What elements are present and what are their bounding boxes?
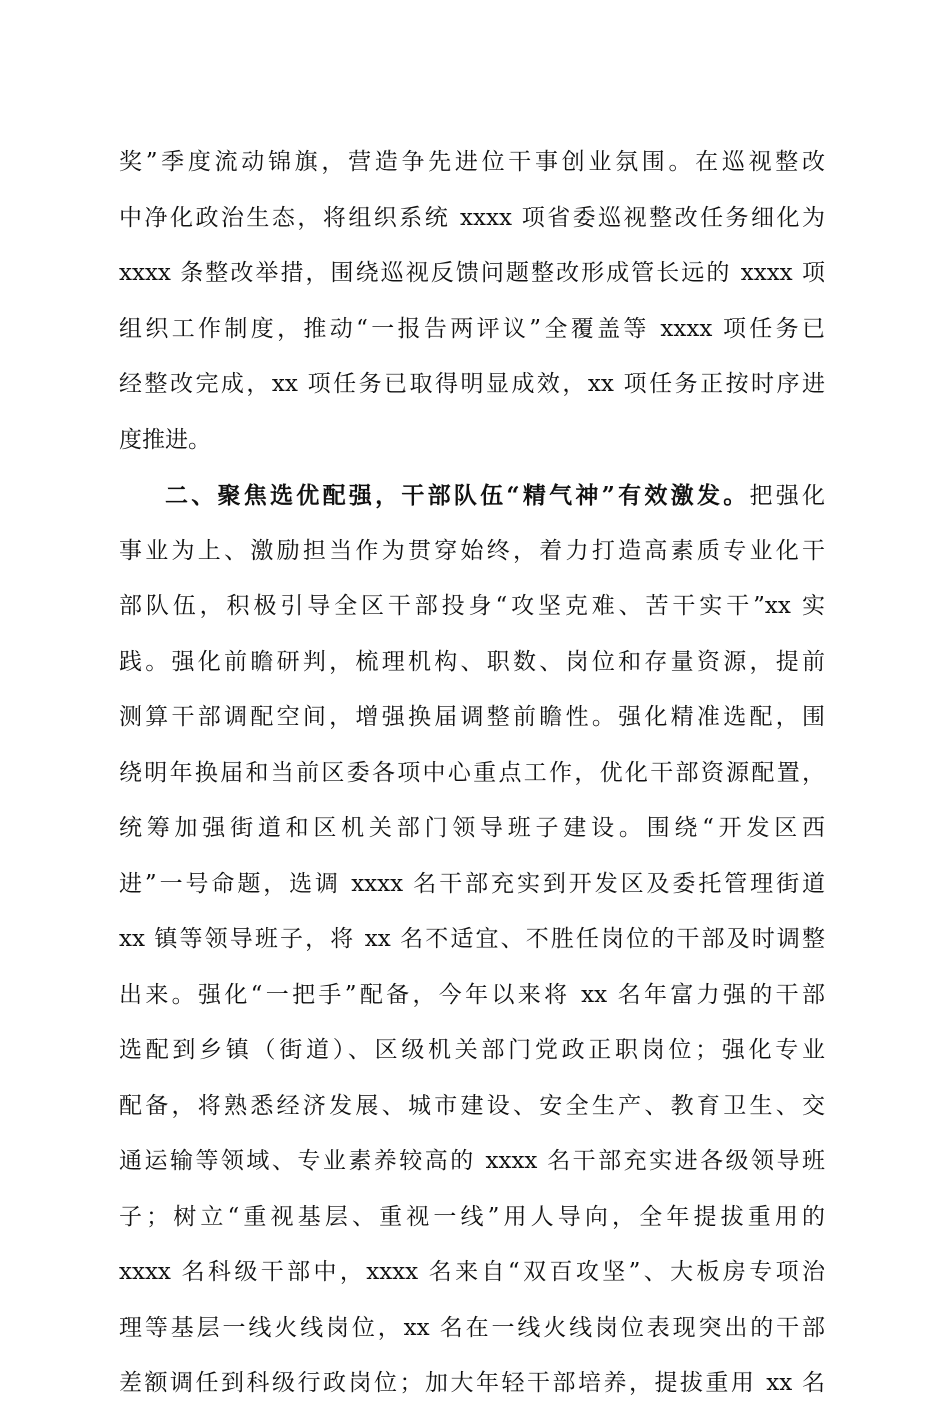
section-heading: 二、聚焦选优配强，干部队伍“精气神”有效激发。 [165,482,750,509]
paragraph-2-line: 部队伍，积极引导全区干部投身“攻坚克难、苦干实干”xx 实 [119,593,825,619]
paragraph-2-first-line [119,468,825,524]
paragraph-2-line: 差额调任到科级行政岗位；加大年轻干部培养，提拔重用 xx 名 [119,1370,825,1396]
paragraph-2-line: 事业为上、激励担当作为贯穿始终，着力打造高素质专业化干 [119,537,825,564]
paragraph-1-line: 组织工作制度，推动“一报告两评议”全覆盖等 xxxx 项任务已 [119,315,825,342]
paragraph-1-line: 中净化政治生态，将组织系统 xxxx 项省委巡视整改任务细化为 [119,204,825,231]
paragraph-1-line: 奖”季度流动锦旗，营造争先进位干事创业氛围。在巡视整改 [119,149,825,175]
paragraph-2-first-line-rest: 把强化 [749,483,825,509]
paragraph-2-line: xxxx 名科级干部中，xxxx 名来自“双百攻坚”、大板房专项治 [119,1259,825,1285]
paragraph-2-line: 统筹加强街道和区机关部门领导班子建设。围绕“开发区西 [119,815,825,841]
paragraph-2-line: xx 镇等领导班子，将 xx 名不适宜、不胜任岗位的干部及时调整 [119,926,825,952]
paragraph-2-line: 通运输等领域、专业素养较高的 xxxx 名干部充实进各级领导班 [119,1148,825,1174]
paragraph-2-line: 子；树立“重视基层、重视一线”用人导向，全年提拔重用的 [119,1203,825,1230]
paragraph-2-line: 进”一号命题，选调 xxxx 名干部充实到开发区及委托管理街道 [119,870,825,897]
paragraph-2-line: 理等基层一线火线岗位，xx 名在一线火线岗位表现突出的干部 [119,1314,825,1341]
paragraph-1-line: xxxx 条整改举措，围绕巡视反馈问题整改形成管长远的 xxxx 项 [119,260,825,286]
paragraph-2-line: 绕明年换届和当前区委各项中心重点工作，优化干部资源配置， [119,759,825,786]
paragraph-1-line: 度推进。 [119,426,211,453]
paragraph-2 [119,468,825,1412]
paragraph-2-line: 出来。强化“一把手”配备，今年以来将 xx 名年富力强的干部 [119,981,825,1008]
paragraph-2-line: 测算干部调配空间，增强换届调整前瞻性。强化精准选配，围 [119,704,825,730]
paragraph-2-line: 践。强化前瞻研判，梳理机构、职数、岗位和存量资源，提前 [119,648,825,675]
paragraph-2-line: 配备，将熟悉经济发展、城市建设、安全生产、教育卫生、交 [119,1092,825,1119]
paragraph-1 [119,135,825,468]
paragraph-1-line: 经整改完成，xx 项任务已取得明显成效，xx 项任务正按时序进 [119,371,825,397]
paragraph-2-line: 选配到乡镇（街道）、区级机关部门党政正职岗位；强化专业 [119,1037,825,1063]
